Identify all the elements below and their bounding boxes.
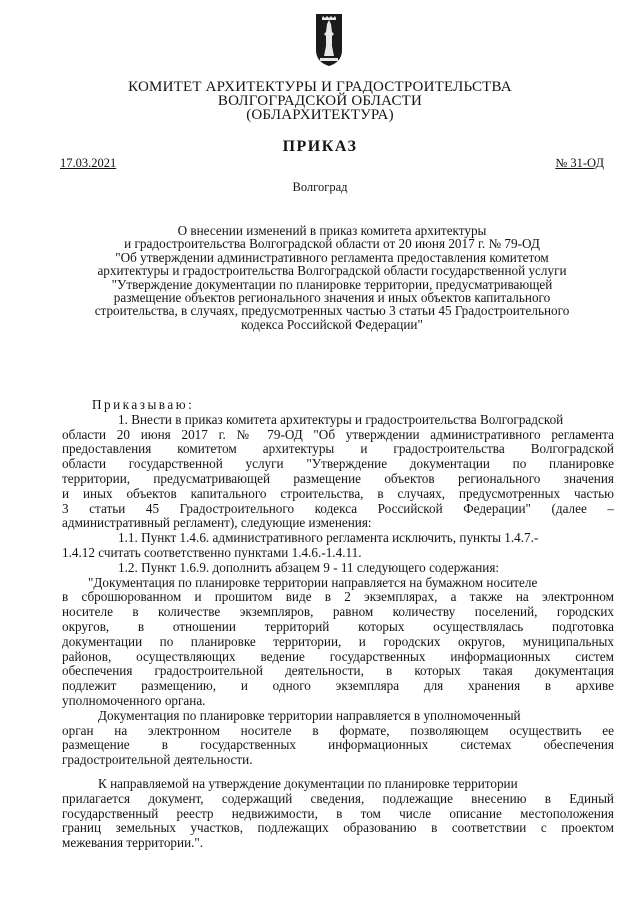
quote-paragraph-1-line: "Документация по планировке территории направляется на бумажном носителе	[88, 574, 538, 590]
quote-paragraph-2-line: Документация по планировке территории направляется в уполномоченный	[98, 707, 521, 723]
quote-paragraph-1-line: округов, в отношении территорий которых осуществлялась подготовка	[62, 618, 614, 634]
document-body	[62, 398, 614, 851]
quote-paragraph-1-line: носителе в количестве экземпляров, равном количеству поселений, городских	[62, 604, 614, 620]
document-subject	[58, 224, 606, 331]
quote-paragraph-1-line: районов, осуществляющих ведение государственных информационных систем	[62, 648, 614, 664]
item-1-2-line: 1.2. Пункт 1.6.9. дополнить абзацем 9 - 11 следующего содержания:	[118, 559, 500, 575]
org-name-line-1: КОМИТЕТ АРХИТЕКТУРЫ И ГРАДОСТРОИТЕЛЬСТВА	[128, 79, 512, 95]
document-type: ПРИКАЗ	[282, 138, 358, 155]
subject-line: "Утверждение документации по планировке территории, предусматривающей	[111, 276, 553, 292]
paragraph-1-line: предоставления комитетом архитектуры и градостроительства Волгоградской	[62, 441, 614, 457]
subject-line: строительства, в случаях, предусмотренных частью 3 статьи 45 Градостроительного	[94, 303, 570, 319]
quote-paragraph-2-line: размещение в государственных информационных системах обеспечения	[62, 737, 614, 753]
quote-paragraph-3-line: прилагается документ, содержащий сведения, подлежащие внесению в Единый	[62, 790, 614, 806]
order-lead: Приказываю:	[92, 397, 195, 412]
paragraph-1-line: 1. Внести в приказ комитета архитектуры и градостроительства Волгоградской	[118, 411, 564, 427]
subject-line: и градостроительства Волгоградской области от 20 июня 2017 г. № 79-ОД	[124, 236, 540, 252]
paragraph-1-line: области 20 июня 2017 г. № 79-ОД "Об утверждении административного регламента	[62, 426, 614, 442]
quote-paragraph-3-line: границ земельных участков, подлежащих образованию в соответствии с проектом	[62, 820, 614, 836]
quote-paragraph-3-line: К направляемой на утверждение документации по планировке территории	[98, 775, 518, 791]
quote-paragraph-2-line: градостроительной деятельности.	[62, 752, 253, 768]
org-name-line-2: ВОЛГОГРАДСКОЙ ОБЛАСТИ	[217, 93, 423, 109]
paragraph-1-line: и иных объектов капитального строительства, в случаях, предусмотренных частью	[62, 485, 614, 501]
quote-paragraph-2-line: орган на электронном носителе в формате, позволяющем осуществить ее	[62, 722, 614, 738]
quote-paragraph-1-line: уполномоченного органа.	[62, 692, 206, 708]
quote-paragraph-3-line: государственный реестр недвижимости, в том числе описание местоположения	[62, 805, 614, 821]
quote-paragraph-1-line: обеспечения градостроительной деятельности, в которых такая документация	[62, 663, 614, 679]
document-city: Волгоград	[292, 180, 348, 194]
paragraph-1-line: территории, предусматривающей размещение объектов регионального значения	[62, 470, 614, 486]
org-name-line-3: (ОБЛАРХИТЕКТУРА)	[246, 107, 394, 123]
subject-line: кодекса Российской Федерации"	[241, 316, 423, 332]
document-number: № 31-ОД	[555, 156, 604, 170]
paragraph-1-line: области государственной услуги "Утверждение документации по планировке	[62, 456, 614, 472]
quote-paragraph-1-line: в сброшюрованном и прошитом виде в 2 экземплярах, а также на электронном	[62, 589, 614, 605]
quote-paragraph-3-line: межевания территории.".	[62, 835, 204, 851]
item-1-1-line: 1.1. Пункт 1.4.6. административного регламента исключить, пункты 1.4.7.-	[118, 530, 539, 546]
paragraph-1-line: 3 статьи 45 Градостроительного кодекса Российской Федерации" (далее –	[62, 500, 614, 516]
quote-paragraph-1-line: подлежит размещению, и одного экземпляра для хранения в архиве	[62, 678, 614, 694]
document-date: 17.03.2021	[60, 156, 117, 170]
subject-line: "Об утверждении административного регламента предоставления комитетом	[115, 249, 549, 265]
paragraph-1-line: административный регламент), следующие изменения:	[62, 515, 372, 531]
item-1-1-line: 1.4.12 считать соответственно пунктами 1.4.6.-1.4.11.	[62, 544, 362, 560]
volgograd-coat-of-arms-icon	[314, 12, 344, 68]
subject-line: архитектуры и градостроительства Волгоградской области государственной услуги	[97, 263, 567, 279]
subject-line: размещение объектов регионального значения и иных объектов капитального	[113, 290, 551, 306]
quote-paragraph-1-line: документации по планировке территории, и городских округов, муниципальных	[62, 633, 614, 649]
subject-line: О внесении изменений в приказ комитета архитектуры	[177, 223, 487, 238]
